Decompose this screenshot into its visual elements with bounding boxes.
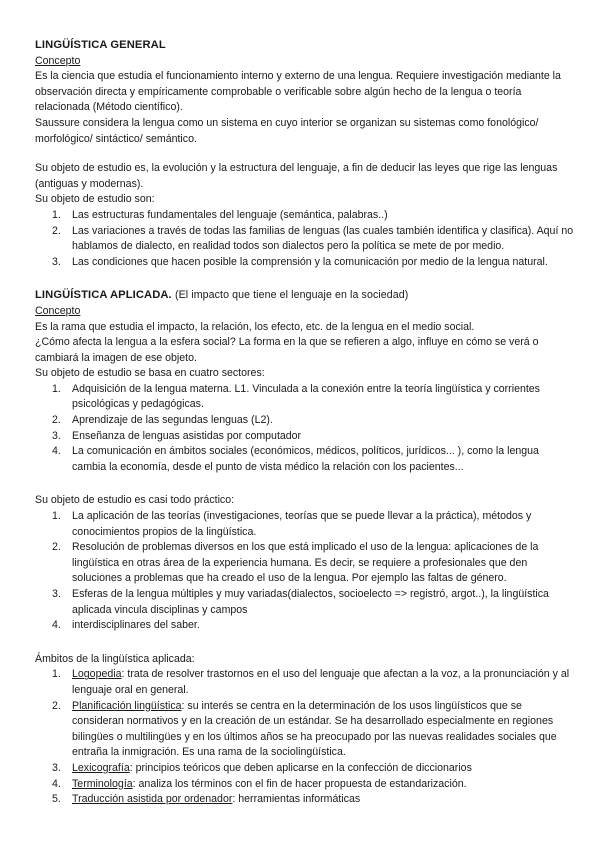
document-page [35, 38, 575, 808]
applied-paragraph-2: ¿Cómo afecta la lengua a la esfera social? La forma en la que se refieren a algo, influye en cómo se verá o cambiará la imagen de ese objeto. [35, 336, 539, 364]
applied-sectors-list [35, 382, 575, 476]
applied-practical-list [35, 509, 575, 634]
list-item: 4. La comunicación en ámbitos sociales (económicos, médicos, políticos, jurídicos... ), como la lengua cambia la economía, desde el punto de vista médico la relación con los pacientes... [52, 445, 539, 473]
list-item: 2. Planificación lingüística: su interés se centra en la determinación de los usos lingüísticos que se consideran normativos y en la creación de un estándar. Se ha desarrollado especialmente en regiones bilingües o multilingües y en los últimos años se ha preocupado por las nuevas realidades sociales que entraña la inmigración. Es una rama de la sociolingüística. [52, 699, 557, 759]
applied-paragraph-5: Ámbitos de la lingüística aplicada: [35, 652, 195, 665]
term-lexicografia: Lexicografía [72, 761, 130, 774]
general-study-list [35, 208, 575, 270]
section-title-note: (El impacto que tiene el lenguaje en la sociedad) [174, 289, 409, 302]
applied-areas-list [35, 667, 575, 807]
term-logopedia: Logopedia [72, 668, 122, 681]
list-item: 3. Esferas de la lengua múltiples y muy variadas(dialectos, socioelecto => registró, argot..), la lingüística aplicada vincula disciplinas y campos [52, 588, 549, 616]
general-paragraph-4: Su objeto de estudio son: [35, 193, 155, 206]
concept-heading-general: Concepto [35, 54, 81, 67]
list-item: 4. Terminología: analiza los términos con el fin de hacer propuesta de estandarización. [52, 777, 467, 790]
term-planificacion: Planificación lingüística [72, 699, 182, 712]
list-item: 2. Las variaciones a través de todas las familias de lenguas (las cuales también identifica y clasifica). Aquí no hablamos de dialecto, en realidad todos son dialectos pero la política se mete de por medio. [52, 224, 574, 253]
general-paragraph-3: Su objeto de estudio es, la evolución y la estructura del lenguaje, a fin de deducir las leyes que rige las lenguas (antiguas y modernas). [35, 162, 558, 190]
section-title-general: LINGÜÍSTICA GENERAL [35, 39, 166, 51]
term-traduccion: Traducción asistida por ordenador [72, 793, 233, 806]
general-paragraph-1: Es la ciencia que estudia el funcionamiento interno y externo de una lengua. Requiere investigación mediante la observación directa y empíricamente comprobable o verificable sobre algún hecho de la lengua o teoría relacionada (Método científico). [35, 70, 561, 114]
list-item: 3. Enseñanza de lenguas asistidas por computador [52, 429, 302, 442]
general-paragraph-2: Saussure considera la lengua como un sistema en cuyo interior se organizan su sistemas como fonológico/ morfológico/ sintáctico/ semántico. [35, 116, 539, 145]
applied-paragraph-1: Es la rama que estudia el impacto, la relación, los efecto, etc. de la lengua en el medio social. [35, 320, 475, 333]
list-item: 2. Aprendizaje de las segundas lenguas (L2). [52, 414, 273, 427]
list-item: 1. Las estructuras fundamentales del lenguaje (semántica, palabras..) [52, 208, 388, 221]
list-item: 3. Las condiciones que hacen posible la comprensión y la comunicación por medio de la lengua natural. [52, 255, 548, 268]
applied-paragraph-4: Su objeto de estudio es casi todo práctico: [35, 494, 235, 507]
applied-paragraph-3: Su objeto de estudio se basa en cuatro sectores: [35, 367, 265, 380]
section-title-applied: LINGÜÍSTICA APLICADA. (El impacto que tiene el lenguaje en la sociedad) [35, 289, 409, 302]
list-item: 4. interdisciplinares del saber. [52, 619, 200, 632]
list-item: 1. Adquisición de la lengua materna. L1. Vinculada a la conexión entre la teoría lingüística y corrientes psicológicas y pedagógicas. [52, 382, 540, 411]
concept-heading-applied: Concepto [35, 304, 81, 317]
list-item: 2. Resolución de problemas diversos en los que está implicado el uso de la lengua: aplicaciones de la lingüística en otras área de la experiencia humana. Es decir, se requiere a profesionales que den soluciones a problemas que ha creado el uso de la lengua. Por ejemplo las faltas de género. [52, 541, 539, 585]
list-item: 5. Traducción asistida por ordenador: herramientas informáticas [52, 793, 361, 806]
list-item: 1. Logopedia: trata de resolver trastornos en el uso del lenguaje que afectan a la voz, a la pronunciación y al lenguaje oral en general. [52, 668, 570, 696]
list-item: 3. Lexicografía: principios teóricos que deben aplicarse en la confección de diccionarios [52, 761, 472, 774]
list-item: 1. La aplicación de las teorías (investigaciones, teorías que se puede llevar a la práctica), métodos y conocimientos propios de la lingüística. [52, 510, 532, 538]
term-terminologia: Terminología [72, 777, 133, 790]
